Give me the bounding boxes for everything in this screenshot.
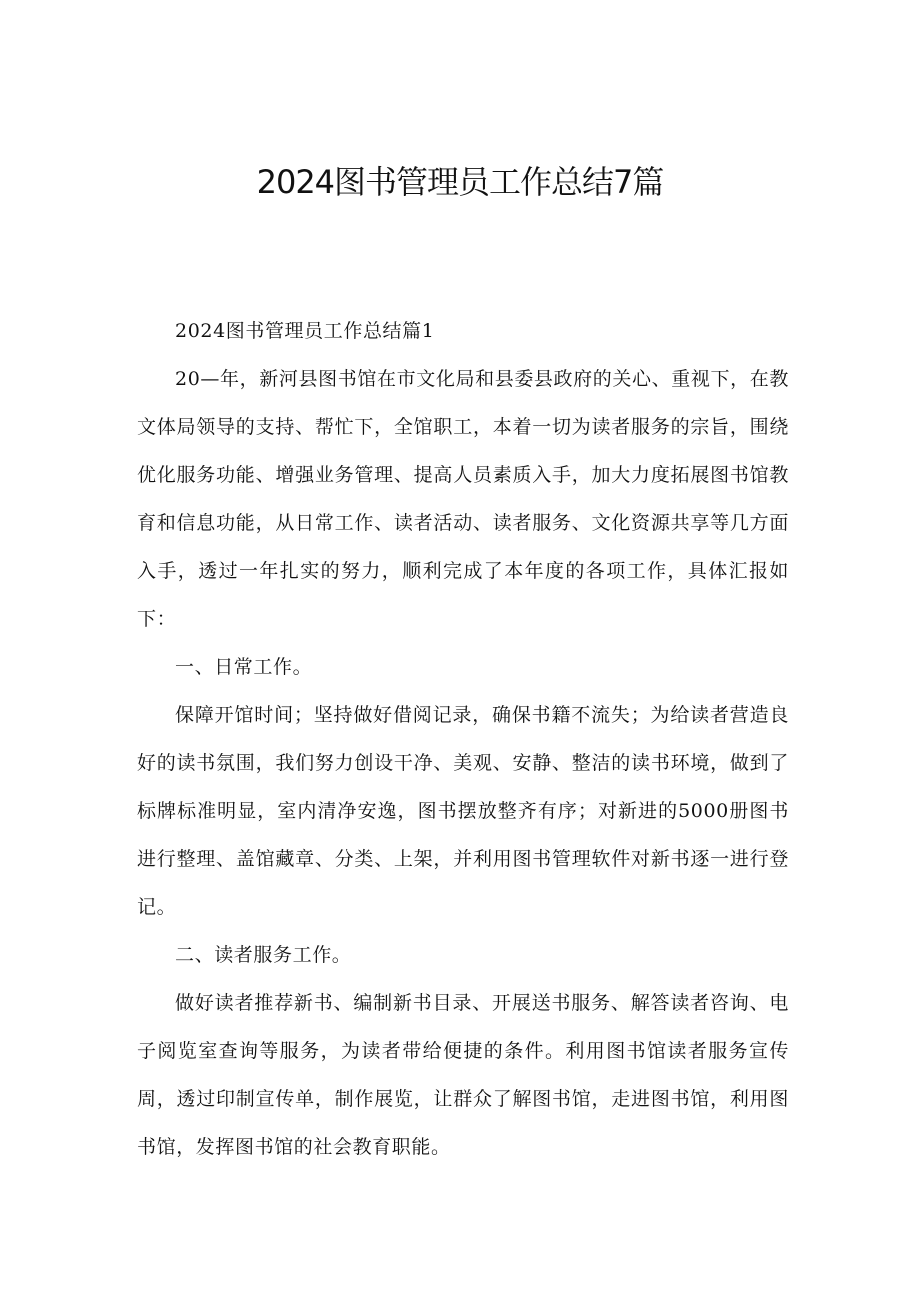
document-title: 2024图书管理员工作总结7篇	[256, 163, 664, 201]
section-heading: 2024图书管理员工作总结篇1	[175, 320, 435, 342]
paragraph-intro: 20—年，新河县图书馆在市文化局和县委县政府的关心、重视下，在教文体局领导的支持、帮忙下，全馆职工，本着一切为读者服务的宗旨，围绕优化服务功能、增强业务管理、提高人员素质入手，加大力度拓展图书馆教育和信息功能，从日常工作、读者活动、读者服务、文化资源共享等几方面入手，透过一年扎实的努力，顺利完成了本年度的各项工作，具体汇报如下：	[137, 368, 789, 630]
document-body	[137, 307, 789, 1171]
heading-reader-service: 二、读者服务工作。	[175, 944, 352, 966]
heading-daily-work: 一、日常工作。	[175, 656, 313, 678]
paragraph-reader-service: 做好读者推荐新书、编制新书目录、开展送书服务、解答读者咨询、电子阅览室查询等服务，为读者带给便捷的条件。利用图书馆读者服务宣传周，透过印制宣传单，制作展览，让群众了解图书馆，走进图书馆，利用图书馆，发挥图书馆的社会教育职能。	[137, 992, 789, 1158]
paragraph-daily-work: 保障开馆时间；坚持做好借阅记录，确保书籍不流失；为给读者营造良好的读书氛围，我们努力创设干净、美观、安静、整洁的读书环境，做到了标牌标准明显，室内清净安逸，图书摆放整齐有序；对新进的5000册图书进行整理、盖馆藏章、分类、上架，并利用图书管理软件对新书逐一进行登记。	[137, 704, 789, 918]
